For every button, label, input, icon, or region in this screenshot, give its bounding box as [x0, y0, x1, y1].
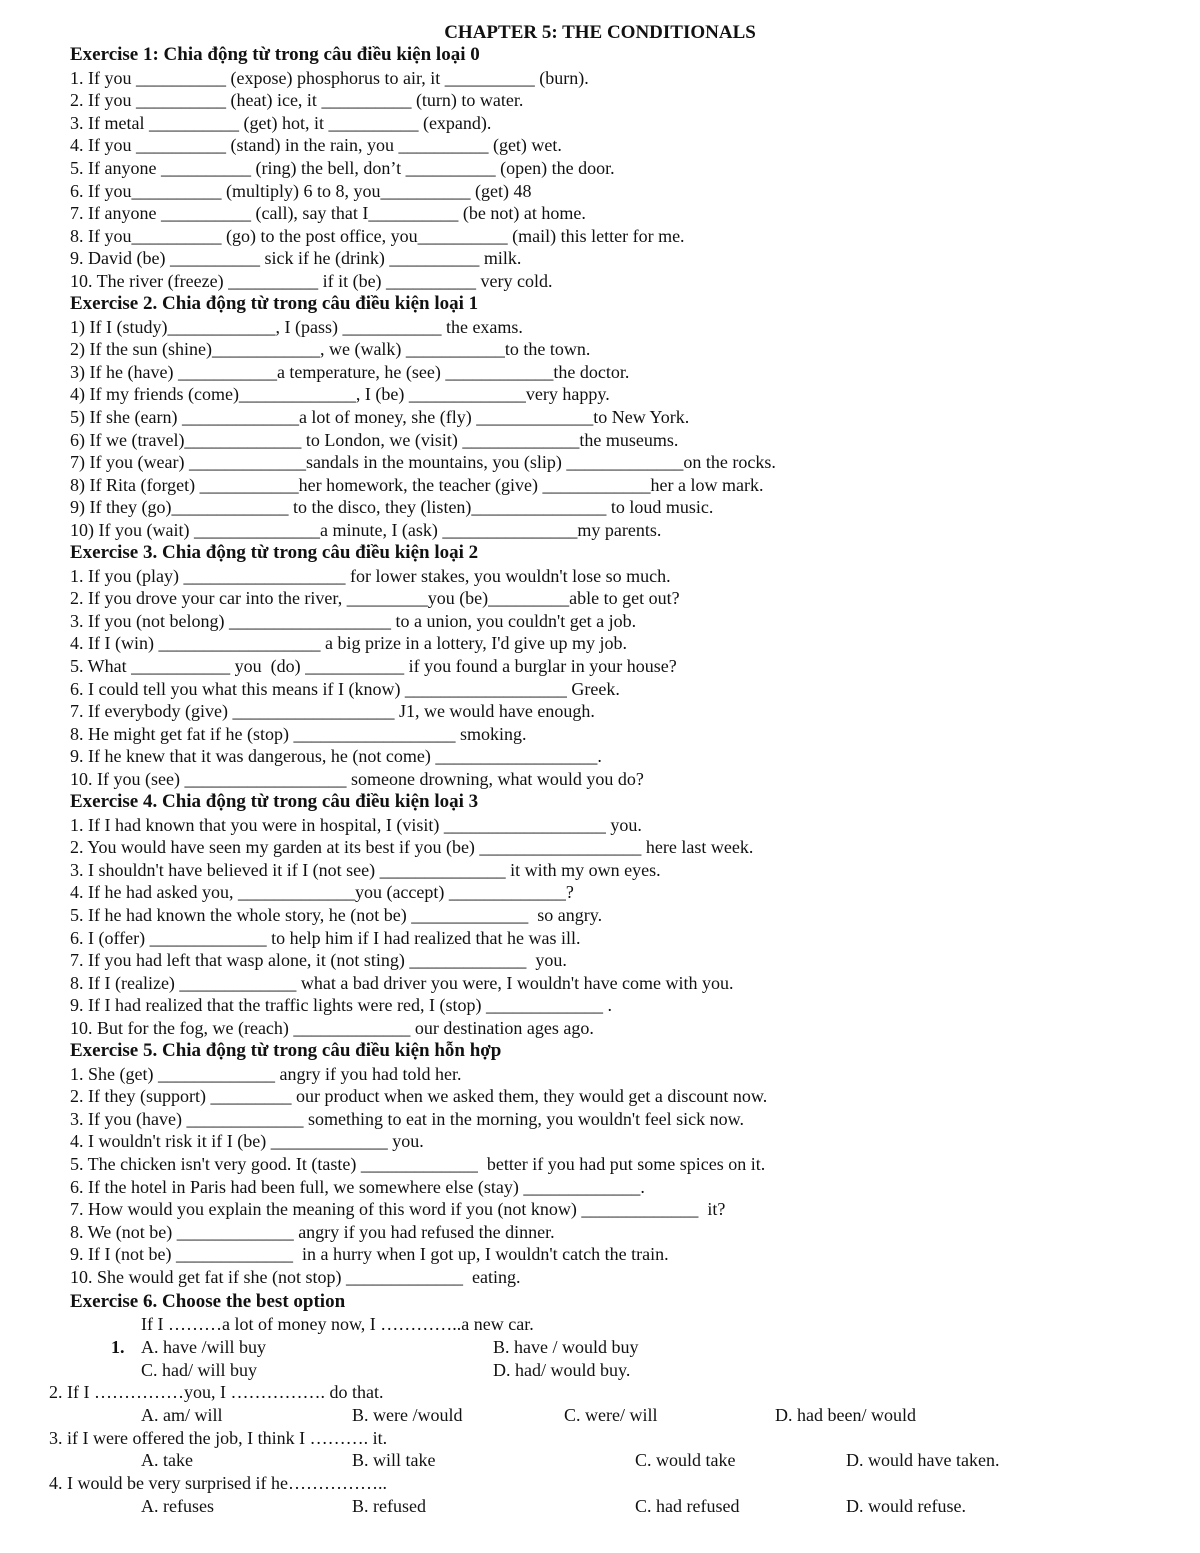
exercise-heading: Exercise 6. Choose the best option — [70, 1291, 346, 1312]
exercise-item: 6. I could tell you what this means if I (know) __________________ Greek. — [70, 678, 620, 699]
question-text: I would be very surprised if he…………….. — [67, 1473, 387, 1493]
exercise-item: 8. If you__________ (go) to the post office, you__________ (mail) this letter for me. — [70, 225, 685, 246]
exercise-item: 10) If you (wait) ______________a minute, I (ask) _______________my parents. — [70, 519, 662, 540]
exercise-item: 8. He might get fat if he (stop) __________________ smoking. — [70, 723, 527, 744]
exercise-item: 2. If you drove your car into the river, _________you (be)_________able to get out? — [70, 588, 680, 609]
question-line — [49, 1427, 387, 1450]
question-number-label: 4. — [49, 1473, 63, 1493]
exercise-item: 6. If you__________ (multiply) 6 to 8, you__________ (get) 48 — [70, 180, 532, 201]
exercise-item: 3. If metal __________ (get) hot, it __________ (expand). — [70, 112, 492, 133]
option-c: C. would take — [635, 1450, 736, 1470]
exercise-item: 4. I wouldn't risk it if I (be) _____________ you. — [70, 1131, 424, 1152]
exercise-item: 9. David (be) __________ sick if he (drink) __________ milk. — [70, 248, 522, 269]
option-c: C. were/ will — [564, 1405, 658, 1425]
exercise-item: 7. If everybody (give) __________________ J1, we would have enough. — [70, 701, 595, 722]
option-a: A. am/ will — [141, 1405, 223, 1425]
question-number-label: 3. — [49, 1428, 63, 1448]
exercise-item: 7. How would you explain the meaning of this word if you (not know) _____________ it? — [70, 1199, 726, 1220]
exercise-item: 8) If Rita (forget) ___________her homework, the teacher (give) ____________her a low mark. — [70, 474, 764, 495]
exercise-heading: Exercise 4. Chia động từ trong câu điều kiện loại 3 — [70, 791, 479, 812]
option-c: C. had refused — [635, 1496, 740, 1516]
exercise-heading: Exercise 5. Chia động từ trong câu điều kiện hỗn hợp — [70, 1040, 502, 1061]
exercise-item: 4. If I (win) __________________ a big prize in a lottery, I'd give up my job. — [70, 633, 627, 654]
option-a: A. take — [141, 1450, 193, 1470]
exercise-item: 2. You would have seen my garden at its best if you (be) __________________ here last week. — [70, 837, 754, 858]
exercise-item: 4) If my friends (come)_____________, I (be) _____________very happy. — [70, 384, 610, 405]
exercise-item: 1. If I had known that you were in hospital, I (visit) __________________ you. — [70, 814, 642, 835]
exercise-item: 10. But for the fog, we (reach) _____________ our destination ages ago. — [70, 1017, 594, 1038]
exercise-item: 6) If we (travel)_____________ to London, we (visit) _____________the museums. — [70, 429, 679, 450]
question-text: If I ……………you, I ……………. do that. — [67, 1382, 384, 1402]
exercise-item: 5. The chicken isn't very good. It (taste) _____________ better if you had put some spices on it. — [70, 1153, 766, 1174]
exercise-item: 10. The river (freeze) __________ if it (be) __________ very cold. — [70, 270, 553, 291]
exercise-item: 2) If the sun (shine)____________, we (walk) ___________to the town. — [70, 339, 591, 360]
exercise-item: 9. If I (not be) _____________ in a hurry when I got up, I wouldn't catch the train. — [70, 1244, 669, 1265]
option-b: B. will take — [352, 1450, 436, 1470]
page-title: CHAPTER 5: THE CONDITIONALS — [444, 22, 756, 43]
question-number — [84, 1313, 125, 1381]
exercise-item: 3. If you (not belong) __________________ to a union, you couldn't get a job. — [70, 610, 637, 631]
exercise-item: 3. I shouldn't have believed it if I (not see) ______________ it with my own eyes. — [70, 859, 661, 880]
exercise-3 — [70, 542, 1170, 791]
question-text: if I were offered the job, I think I ………. it. — [67, 1428, 388, 1448]
exercise-item: 8. If I (realize) _____________ what a bad driver you were, I wouldn't have come with you. — [70, 972, 734, 993]
exercise-item: 9. If he knew that it was dangerous, he (not come) __________________. — [70, 746, 602, 767]
exercise-item: 5. If anyone __________ (ring) the bell, don’t __________ (open) the door. — [70, 157, 615, 178]
exercise-1 — [70, 44, 1170, 293]
question-number-label: 2. — [49, 1382, 63, 1402]
exercise-item: 3. If you (have) _____________ something to eat in the morning, you wouldn't feel sick now. — [70, 1108, 744, 1129]
option-d: D. had/ would buy. — [493, 1360, 631, 1380]
exercise-heading: Exercise 2. Chia động từ trong câu điều kiện loại 1 — [70, 293, 479, 314]
question-number-label: 1. — [111, 1336, 125, 1357]
exercise-item: 2. If they (support) _________ our product when we asked them, they would get a discount now. — [70, 1086, 768, 1107]
exercise-item: 1. If you (play) __________________ for lower stakes, you wouldn't lose so much. — [70, 565, 671, 586]
exercise-item: 10. She would get fat if she (not stop) _____________ eating. — [70, 1266, 521, 1287]
exercise-item: 2. If you __________ (heat) ice, it __________ (turn) to water. — [70, 90, 524, 111]
exercise-heading: Exercise 3. Chia động từ trong câu điều kiện loại 2 — [70, 542, 479, 563]
exercise-item: 4. If you __________ (stand) in the rain, you __________ (get) wet. — [70, 135, 562, 156]
exercise-item: 3) If he (have) ___________a temperature, he (see) ____________the doctor. — [70, 361, 630, 382]
option-a: A. refuses — [141, 1496, 214, 1516]
exercise-item: 7. If anyone __________ (call), say that I__________ (be not) at home. — [70, 203, 586, 224]
exercise-item: 5) If she (earn) _____________a lot of money, she (fly) _____________to New York. — [70, 406, 690, 427]
option-d: D. would have taken. — [846, 1450, 1000, 1470]
option-d: D. would refuse. — [846, 1496, 966, 1516]
exercise-4 — [70, 791, 1170, 1040]
option-a: A. have /will buy — [141, 1337, 266, 1357]
exercise-item: 7. If you had left that wasp alone, it (not sting) _____________ you. — [70, 950, 567, 971]
exercise-item: 1. If you __________ (expose) phosphorus to air, it __________ (burn). — [70, 67, 589, 88]
option-b: B. were /would — [352, 1405, 463, 1425]
exercise-item: 1. She (get) _____________ angry if you had told her. — [70, 1063, 462, 1084]
exercise-heading: Exercise 1: Chia động từ trong câu điều kiện loại 0 — [70, 44, 480, 65]
exercise-item: 9. If I had realized that the traffic lights were red, I (stop) _____________ . — [70, 995, 612, 1016]
question-line — [49, 1472, 387, 1495]
option-d: D. had been/ would — [775, 1405, 916, 1425]
option-c: C. had/ will buy — [141, 1360, 257, 1380]
question-line — [49, 1381, 383, 1404]
exercise-item: 8. We (not be) _____________ angry if you had refused the dinner. — [70, 1221, 555, 1242]
exercise-item: 9) If they (go)_____________ to the disco, they (listen)_______________ to loud music. — [70, 497, 714, 518]
exercise-item: 6. I (offer) _____________ to help him if I had realized that he was ill. — [70, 927, 581, 948]
question-text: If I ………a lot of money now, I …………..a new car. — [141, 1314, 534, 1334]
exercise-item: 7) If you (wear) _____________sandals in the mountains, you (slip) _____________on the rocks. — [70, 452, 776, 473]
exercise-item: 6. If the hotel in Paris had been full, we somewhere else (stay) _____________. — [70, 1176, 645, 1197]
exercise-item: 5. What ___________ you (do) ___________ if you found a burglar in your house? — [70, 655, 677, 676]
exercise-item: 5. If he had known the whole story, he (not be) _____________ so angry. — [70, 904, 603, 925]
option-b: B. refused — [352, 1496, 426, 1516]
exercise-item: 1) If I (study)____________, I (pass) ___________ the exams. — [70, 316, 523, 337]
exercise-item: 10. If you (see) __________________ someone drowning, what would you do? — [70, 768, 644, 789]
exercise-2 — [70, 293, 1170, 542]
exercise-5 — [70, 1040, 1170, 1289]
exercise-item: 4. If he had asked you, _____________you (accept) _____________? — [70, 882, 574, 903]
option-b: B. have / would buy — [493, 1337, 639, 1357]
